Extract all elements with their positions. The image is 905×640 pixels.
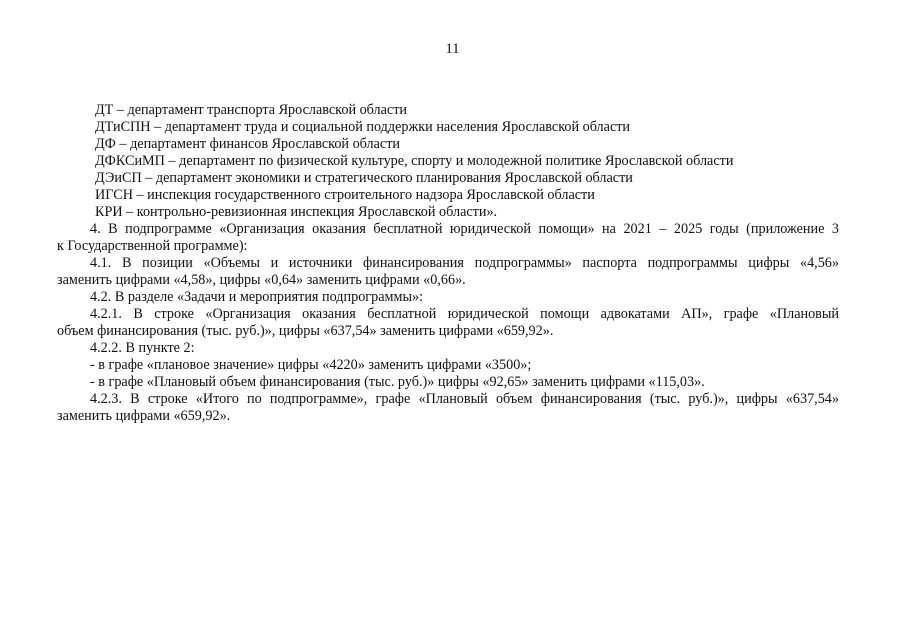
item-4-1-line-2: заменить цифрами «4,58», цифры «0,64» заменить цифрами «0,66». xyxy=(57,272,466,288)
abbreviation-list xyxy=(57,102,839,221)
abbreviation-item: ДФ – департамент финансов Ярославской области xyxy=(95,136,400,152)
abbreviation-item: ДФКСиМП – департамент по физической культуре, спорту и молодежной политике Ярославской области xyxy=(95,153,734,169)
item-4-1-line-1: 4.1. В позиции «Объемы и источники финансирования подпрограммы» паспорта подпрограммы цифры «4,56» xyxy=(90,255,839,271)
item-4-2-1-line-2: объем финансирования (тыс. руб.)», цифры «637,54» заменить цифрами «659,92». xyxy=(57,323,554,339)
item-4-2-1-line-1: 4.2.1. В строке «Организация оказания бесплатной юридической помощи адвокатами АП», графе «Плановый xyxy=(90,306,839,322)
item-4-1-paragraph xyxy=(57,255,839,289)
item-4-2-2-bullet-1: - в графе «плановое значение» цифры «4220» заменить цифрами «3500»; xyxy=(90,357,532,373)
section-4-paragraph xyxy=(57,221,839,255)
item-4-2-1-paragraph xyxy=(57,306,839,340)
item-4-2-2-paragraph xyxy=(57,340,839,391)
abbreviation-item: ДТ – департамент транспорта Ярославской области xyxy=(95,102,408,118)
section-4-line-2: к Государственной программе): xyxy=(57,238,248,254)
abbreviation-item: ДЭиСП – департамент экономики и стратегического планирования Ярославской области xyxy=(95,170,633,186)
item-4-2-line: 4.2. В разделе «Задачи и мероприятия подпрограммы»: xyxy=(90,289,424,305)
section-4-line-1: 4. В подпрограмме «Организация оказания бесплатной юридической помощи» на 2021 – 2025 годы (приложение 3 xyxy=(90,221,839,237)
item-4-2-3-line-2: заменить цифрами «659,92». xyxy=(57,408,231,424)
abbreviation-item: ИГСН – инспекция государственного строительного надзора Ярославской области xyxy=(95,187,595,203)
item-4-2-3-line-1: 4.2.3. В строке «Итого по подпрограмме», графе «Плановый объем финансирования (тыс. руб.)», цифры «637,54» xyxy=(90,391,839,407)
document-body xyxy=(57,102,839,425)
item-4-2-2-heading: 4.2.2. В пункте 2: xyxy=(90,340,195,356)
item-4-2-2-bullet-2: - в графе «Плановый объем финансирования (тыс. руб.)» цифры «92,65» заменить цифрами «115,03». xyxy=(90,374,705,390)
item-4-2-paragraph xyxy=(57,289,839,306)
abbreviation-item: КРИ – контрольно-ревизионная инспекция Ярославской области». xyxy=(95,204,498,220)
item-4-2-3-paragraph xyxy=(57,391,839,425)
page-number: 11 xyxy=(445,41,460,57)
abbreviation-item: ДТиСПН – департамент труда и социальной поддержки населения Ярославской области xyxy=(95,119,631,135)
